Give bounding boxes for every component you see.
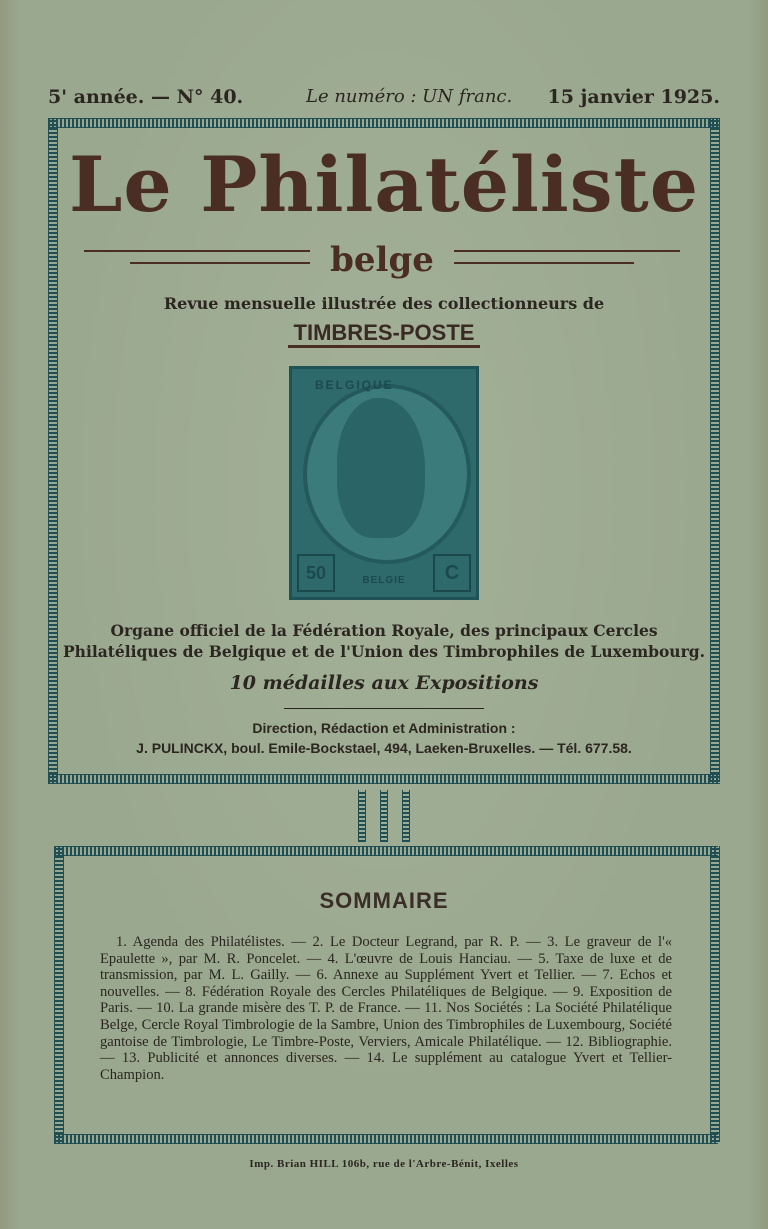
tagline-emphasis-text: TIMBRES-POSTE [288, 320, 481, 348]
direction-block [0, 718, 768, 758]
stamp-image [289, 366, 479, 600]
header-line [48, 86, 720, 112]
frame-bottom-rule [48, 774, 720, 784]
frame-top-rule [48, 118, 720, 128]
tagline-emphasis [0, 320, 768, 346]
price: Le numéro : UN franc. [306, 86, 513, 107]
subtitle-row [84, 240, 680, 286]
issue-date: 15 janvier 1925. [547, 86, 720, 108]
tagline: Revue mensuelle illustrée des collectionneurs de [163, 294, 605, 313]
issue-number: 5' année. — N° 40. [48, 86, 244, 108]
connector-bar [358, 790, 366, 842]
stamp-bottom-label: BELGIE [362, 575, 406, 586]
stamp-portrait [337, 398, 425, 538]
medals-line: 10 médailles aux Expositions [229, 672, 539, 694]
journal-subtitle: belge [330, 240, 434, 280]
stamp-unit: C [433, 554, 471, 592]
official-organ [60, 620, 708, 662]
journal-title: Le Philatéliste [68, 140, 700, 229]
contents-title: SOMMAIRE [319, 888, 449, 913]
connector-bar [380, 790, 388, 842]
frame-top-rule [54, 846, 718, 856]
connector-bar [402, 790, 410, 842]
frame-bottom-rule [54, 1134, 718, 1144]
direction-address: J. PULINCKX, boul. Emile-Bockstael, 494, Laeken-Bruxelles. — Tél. 677.58. [136, 740, 632, 756]
contents-body: 1. Agenda des Philatélistes. — 2. Le Docteur Legrand, par R. P. — 3. Le graveur de l'« Epaulette », par M. R. Poncelet. — 4. L'œuvre de Louis Hanciau. — 5. Taxe de luxe et de transmission, par M. L. Gailly. — 6. Annexe au Supplément Yvert et Tellier. — 7. Echos et nouvelles. — 8. Fédération Royale des Cercles Philatéliques de Belgique. — 9. Exposition de Paris. — 10. La grande misère des T. P. de France. — 11. Nos Sociétés : La Société Philatélique Belge, Cercle Royal Timbrologie de la Sambre, Union des Timbrophiles de Luxembourg, Société gantoise de Timbrologie, Le Timbre-Poste, Verviers, Amicale Philatélique. — 12. Bibliographie. — 13. Publicité et annonces diverses. — 14. Le supplément au catalogue Yvert et Tellier-Champion. [100, 934, 672, 1083]
divider [284, 708, 484, 709]
organ-line: Organe officiel de la Fédération Royale, des principaux Cercles [110, 621, 658, 640]
organ-line: Philatéliques de Belgique et de l'Union des Timbrophiles de Luxembourg. [63, 642, 705, 661]
printer-imprint: Imp. Brian HILL 106b, rue de l'Arbre-Bénit, Ixelles [249, 1158, 519, 1170]
stamp-country-label: BELGIQUE [315, 378, 394, 392]
direction-heading: Direction, Rédaction et Administration : [252, 720, 516, 736]
stamp-value: 50 [297, 554, 335, 592]
